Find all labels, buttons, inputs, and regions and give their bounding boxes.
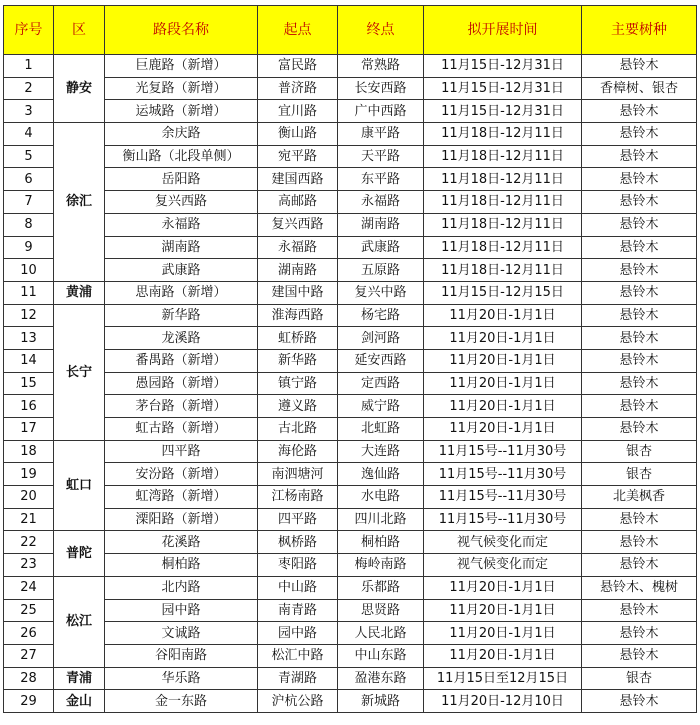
table-row xyxy=(4,168,697,191)
cell-start: 中山路 xyxy=(258,576,338,599)
table-row xyxy=(4,418,697,441)
cell-start: 宛平路 xyxy=(258,145,338,168)
table-body xyxy=(4,55,697,713)
table-row xyxy=(4,349,697,372)
cell-tree-species: 银杏 xyxy=(582,440,697,463)
cell-tree-species: 悬铃木 xyxy=(582,372,697,395)
cell-index: 22 xyxy=(4,531,54,554)
cell-tree-species: 悬铃木 xyxy=(582,349,697,372)
cell-index: 29 xyxy=(4,690,54,713)
cell-start: 镇宁路 xyxy=(258,372,338,395)
cell-end: 康平路 xyxy=(338,123,424,146)
cell-road-name: 虹古路（新增） xyxy=(105,418,258,441)
cell-road-name: 北内路 xyxy=(105,576,258,599)
table-row xyxy=(4,622,697,645)
cell-road-name: 永福路 xyxy=(105,213,258,236)
cell-index: 15 xyxy=(4,372,54,395)
cell-index: 13 xyxy=(4,327,54,350)
cell-road-name: 湖南路 xyxy=(105,236,258,259)
cell-schedule: 11月18日-12月11日 xyxy=(424,123,582,146)
cell-index: 11 xyxy=(4,281,54,304)
cell-road-name: 岳阳路 xyxy=(105,168,258,191)
cell-end: 新城路 xyxy=(338,690,424,713)
cell-end: 盈港东路 xyxy=(338,667,424,690)
cell-district: 徐汇 xyxy=(54,123,105,282)
cell-road-name: 余庆路 xyxy=(105,123,258,146)
cell-index: 28 xyxy=(4,667,54,690)
cell-index: 8 xyxy=(4,213,54,236)
cell-start: 富民路 xyxy=(258,55,338,78)
cell-schedule: 11月20日-1月1日 xyxy=(424,372,582,395)
table-row xyxy=(4,372,697,395)
cell-index: 18 xyxy=(4,440,54,463)
cell-tree-species: 悬铃木 xyxy=(582,599,697,622)
cell-district: 松江 xyxy=(54,576,105,667)
cell-start: 新华路 xyxy=(258,349,338,372)
cell-road-name: 溧阳路（新增） xyxy=(105,508,258,531)
cell-road-name: 思南路（新增） xyxy=(105,281,258,304)
cell-tree-species: 悬铃木 xyxy=(582,554,697,577)
cell-road-name: 番禺路（新增） xyxy=(105,349,258,372)
cell-start: 松汇中路 xyxy=(258,644,338,667)
table-row xyxy=(4,304,697,327)
cell-start: 古北路 xyxy=(258,418,338,441)
cell-road-name: 谷阳南路 xyxy=(105,644,258,667)
cell-end: 逸仙路 xyxy=(338,463,424,486)
table-row xyxy=(4,55,697,78)
cell-start: 宜川路 xyxy=(258,100,338,123)
cell-end: 常熟路 xyxy=(338,55,424,78)
cell-index: 23 xyxy=(4,554,54,577)
cell-end: 思贤路 xyxy=(338,599,424,622)
cell-road-name: 茅台路（新增） xyxy=(105,395,258,418)
cell-district: 金山 xyxy=(54,690,105,713)
header-cell-tree-species: 主要树种 xyxy=(582,6,697,55)
cell-index: 9 xyxy=(4,236,54,259)
cell-road-name: 安汾路（新增） xyxy=(105,463,258,486)
cell-start: 江杨南路 xyxy=(258,486,338,509)
cell-tree-species: 悬铃木 xyxy=(582,327,697,350)
cell-road-name: 桐柏路 xyxy=(105,554,258,577)
cell-index: 16 xyxy=(4,395,54,418)
cell-start: 虹桥路 xyxy=(258,327,338,350)
cell-index: 6 xyxy=(4,168,54,191)
table-row xyxy=(4,644,697,667)
cell-schedule: 视气候变化而定 xyxy=(424,554,582,577)
cell-end: 武康路 xyxy=(338,236,424,259)
cell-start: 复兴西路 xyxy=(258,213,338,236)
cell-schedule: 11月15日-12月31日 xyxy=(424,55,582,78)
table-row xyxy=(4,531,697,554)
table-row xyxy=(4,281,697,304)
cell-schedule: 视气候变化而定 xyxy=(424,531,582,554)
cell-index: 20 xyxy=(4,486,54,509)
cell-tree-species: 银杏 xyxy=(582,463,697,486)
table-row xyxy=(4,690,697,713)
cell-schedule: 11月15号--11月30号 xyxy=(424,508,582,531)
cell-end: 杨宅路 xyxy=(338,304,424,327)
cell-end: 延安西路 xyxy=(338,349,424,372)
cell-schedule: 11月15日至12月15日 xyxy=(424,667,582,690)
cell-tree-species: 银杏 xyxy=(582,667,697,690)
cell-tree-species: 悬铃木 xyxy=(582,191,697,214)
table-row xyxy=(4,667,697,690)
cell-district: 青浦 xyxy=(54,667,105,690)
cell-schedule: 11月15号--11月30号 xyxy=(424,463,582,486)
cell-end: 复兴中路 xyxy=(338,281,424,304)
cell-start: 南青路 xyxy=(258,599,338,622)
cell-end: 梅岭南路 xyxy=(338,554,424,577)
table-row xyxy=(4,236,697,259)
cell-start: 建国中路 xyxy=(258,281,338,304)
cell-start: 枫桥路 xyxy=(258,531,338,554)
cell-start: 四平路 xyxy=(258,508,338,531)
cell-start: 南泗塘河 xyxy=(258,463,338,486)
cell-schedule: 11月20日-1月1日 xyxy=(424,576,582,599)
table-row xyxy=(4,145,697,168)
cell-index: 4 xyxy=(4,123,54,146)
cell-road-name: 四平路 xyxy=(105,440,258,463)
cell-end: 人民北路 xyxy=(338,622,424,645)
cell-index: 17 xyxy=(4,418,54,441)
cell-schedule: 11月20日-1月1日 xyxy=(424,327,582,350)
cell-tree-species: 悬铃木 xyxy=(582,508,697,531)
cell-road-name: 武康路 xyxy=(105,259,258,282)
header-cell-road-name: 路段名称 xyxy=(105,6,258,55)
cell-tree-species: 悬铃木 xyxy=(582,281,697,304)
cell-tree-species: 悬铃木 xyxy=(582,418,697,441)
cell-start: 高邮路 xyxy=(258,191,338,214)
table-row xyxy=(4,463,697,486)
cell-district: 长宁 xyxy=(54,304,105,440)
cell-index: 5 xyxy=(4,145,54,168)
cell-road-name: 愚园路（新增） xyxy=(105,372,258,395)
cell-schedule: 11月18日-12月11日 xyxy=(424,168,582,191)
table-row xyxy=(4,554,697,577)
cell-tree-species: 悬铃木 xyxy=(582,531,697,554)
cell-index: 7 xyxy=(4,191,54,214)
cell-end: 湖南路 xyxy=(338,213,424,236)
table-row xyxy=(4,576,697,599)
cell-district: 虹口 xyxy=(54,440,105,531)
cell-tree-species: 悬铃木 xyxy=(582,236,697,259)
table-row xyxy=(4,486,697,509)
cell-start: 沪杭公路 xyxy=(258,690,338,713)
cell-tree-species: 悬铃木 xyxy=(582,145,697,168)
cell-district: 黄浦 xyxy=(54,281,105,304)
cell-tree-species: 悬铃木 xyxy=(582,395,697,418)
cell-end: 天平路 xyxy=(338,145,424,168)
cell-road-name: 金一东路 xyxy=(105,690,258,713)
table-row xyxy=(4,213,697,236)
cell-end: 长安西路 xyxy=(338,77,424,100)
cell-tree-species: 悬铃木 xyxy=(582,304,697,327)
table-row xyxy=(4,327,697,350)
cell-schedule: 11月15号--11月30号 xyxy=(424,440,582,463)
cell-tree-species: 悬铃木 xyxy=(582,622,697,645)
cell-road-name: 复兴西路 xyxy=(105,191,258,214)
cell-index: 3 xyxy=(4,100,54,123)
cell-tree-species: 悬铃木 xyxy=(582,100,697,123)
cell-index: 24 xyxy=(4,576,54,599)
header-cell-start: 起点 xyxy=(258,6,338,55)
cell-schedule: 11月18日-12月11日 xyxy=(424,213,582,236)
cell-tree-species: 悬铃木 xyxy=(582,168,697,191)
cell-end: 中山东路 xyxy=(338,644,424,667)
table-row xyxy=(4,100,697,123)
cell-tree-species: 悬铃木、槐树 xyxy=(582,576,697,599)
cell-end: 水电路 xyxy=(338,486,424,509)
cell-end: 北虹路 xyxy=(338,418,424,441)
cell-index: 19 xyxy=(4,463,54,486)
table-row xyxy=(4,440,697,463)
cell-start: 淮海西路 xyxy=(258,304,338,327)
cell-schedule: 11月20日-12月10日 xyxy=(424,690,582,713)
cell-schedule: 11月20日-1月1日 xyxy=(424,395,582,418)
cell-end: 桐柏路 xyxy=(338,531,424,554)
cell-tree-species: 悬铃木 xyxy=(582,55,697,78)
cell-schedule: 11月20日-1月1日 xyxy=(424,418,582,441)
cell-end: 东平路 xyxy=(338,168,424,191)
header-cell-end: 终点 xyxy=(338,6,424,55)
cell-road-name: 华乐路 xyxy=(105,667,258,690)
cell-start: 普济路 xyxy=(258,77,338,100)
cell-tree-species: 北美枫香 xyxy=(582,486,697,509)
cell-start: 建国西路 xyxy=(258,168,338,191)
cell-end: 大连路 xyxy=(338,440,424,463)
table-row xyxy=(4,77,697,100)
cell-index: 1 xyxy=(4,55,54,78)
cell-road-name: 文诚路 xyxy=(105,622,258,645)
cell-start: 永福路 xyxy=(258,236,338,259)
cell-schedule: 11月20日-1月1日 xyxy=(424,622,582,645)
cell-index: 21 xyxy=(4,508,54,531)
cell-end: 定西路 xyxy=(338,372,424,395)
cell-end: 广中西路 xyxy=(338,100,424,123)
cell-tree-species: 香樟树、银杏 xyxy=(582,77,697,100)
cell-start: 遵义路 xyxy=(258,395,338,418)
cell-road-name: 园中路 xyxy=(105,599,258,622)
cell-schedule: 11月20日-1月1日 xyxy=(424,349,582,372)
cell-tree-species: 悬铃木 xyxy=(582,644,697,667)
cell-start: 枣阳路 xyxy=(258,554,338,577)
cell-schedule: 11月18日-12月11日 xyxy=(424,191,582,214)
table-row xyxy=(4,599,697,622)
cell-start: 湖南路 xyxy=(258,259,338,282)
cell-index: 2 xyxy=(4,77,54,100)
cell-end: 威宁路 xyxy=(338,395,424,418)
cell-road-name: 虹湾路（新增） xyxy=(105,486,258,509)
cell-end: 五原路 xyxy=(338,259,424,282)
tree-planting-schedule-table xyxy=(3,5,697,713)
cell-tree-species: 悬铃木 xyxy=(582,213,697,236)
cell-schedule: 11月20日-1月1日 xyxy=(424,644,582,667)
cell-index: 10 xyxy=(4,259,54,282)
cell-schedule: 11月15日-12月31日 xyxy=(424,77,582,100)
cell-schedule: 11月15号--11月30号 xyxy=(424,486,582,509)
table-row xyxy=(4,508,697,531)
cell-index: 26 xyxy=(4,622,54,645)
cell-start: 青湖路 xyxy=(258,667,338,690)
cell-tree-species: 悬铃木 xyxy=(582,259,697,282)
cell-start: 海伦路 xyxy=(258,440,338,463)
cell-index: 27 xyxy=(4,644,54,667)
cell-end: 永福路 xyxy=(338,191,424,214)
cell-road-name: 光复路（新增） xyxy=(105,77,258,100)
cell-road-name: 花溪路 xyxy=(105,531,258,554)
cell-index: 14 xyxy=(4,349,54,372)
cell-end: 四川北路 xyxy=(338,508,424,531)
cell-schedule: 11月20日-1月1日 xyxy=(424,304,582,327)
cell-district: 普陀 xyxy=(54,531,105,576)
cell-index: 12 xyxy=(4,304,54,327)
cell-schedule: 11月18日-12月11日 xyxy=(424,236,582,259)
table-row xyxy=(4,191,697,214)
cell-road-name: 巨鹿路（新增） xyxy=(105,55,258,78)
cell-schedule: 11月15日-12月15日 xyxy=(424,281,582,304)
cell-index: 25 xyxy=(4,599,54,622)
cell-tree-species: 悬铃木 xyxy=(582,690,697,713)
cell-end: 乐都路 xyxy=(338,576,424,599)
cell-schedule: 11月18日-12月11日 xyxy=(424,259,582,282)
table-row xyxy=(4,123,697,146)
cell-road-name: 龙溪路 xyxy=(105,327,258,350)
cell-start: 衡山路 xyxy=(258,123,338,146)
cell-tree-species: 悬铃木 xyxy=(582,123,697,146)
cell-start: 园中路 xyxy=(258,622,338,645)
header-cell-district: 区 xyxy=(54,6,105,55)
header-row xyxy=(4,6,697,55)
cell-end: 剑河路 xyxy=(338,327,424,350)
table-row xyxy=(4,259,697,282)
cell-schedule: 11月15日-12月31日 xyxy=(424,100,582,123)
cell-road-name: 新华路 xyxy=(105,304,258,327)
table-row xyxy=(4,395,697,418)
cell-schedule: 11月18日-12月11日 xyxy=(424,145,582,168)
header-cell-schedule: 拟开展时间 xyxy=(424,6,582,55)
cell-road-name: 运城路（新增） xyxy=(105,100,258,123)
header-cell-index: 序号 xyxy=(4,6,54,55)
cell-road-name: 衡山路（北段单侧） xyxy=(105,145,258,168)
cell-schedule: 11月20日-1月1日 xyxy=(424,599,582,622)
cell-district: 静安 xyxy=(54,55,105,123)
